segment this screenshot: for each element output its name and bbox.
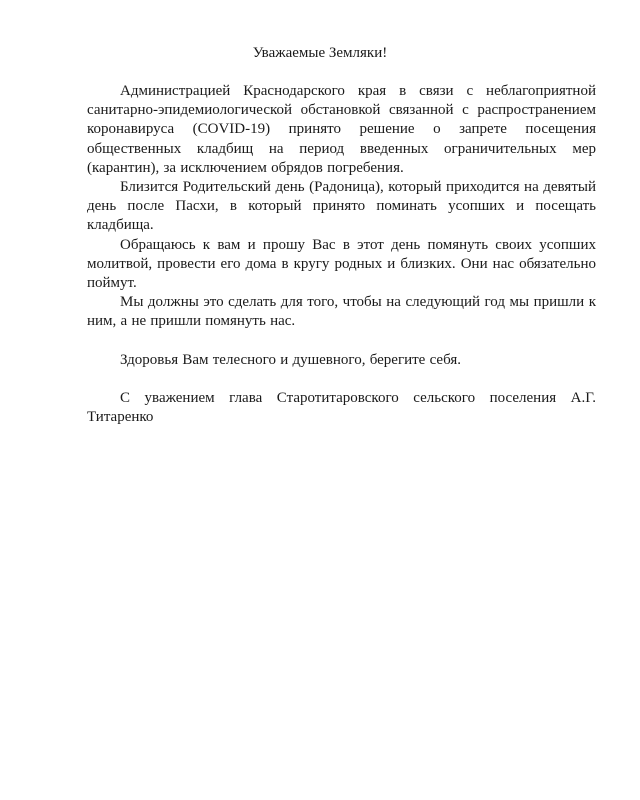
signature: С уважением глава Старотитаровского сельского поселения А.Г. Титаренко <box>87 389 596 426</box>
spacer <box>87 332 596 351</box>
spacer <box>87 370 596 389</box>
paragraph-reason: Мы должны это сделать для того, чтобы на следующий год мы пришли к ним, а не пришли помянуть нас. <box>87 294 596 330</box>
paragraph-quarantine-notice: Администрацией Краснодарского края в связи с неблагоприятной санитарно-эпидемиологической обстановкой связанной с распространением коронавируса (COVID-19) принято решение о запрете посещения общественных кладбищ на период введенных ограничительных мер (карантин), за исключением обрядов погребения. <box>87 83 596 176</box>
paragraph-radonitsa: Близится Родительский день (Радоница), который приходится на девятый день после Пасхи, в который принято поминать усопших и посещать кладбища. <box>87 179 596 234</box>
paragraph-appeal: Обращаюсь к вам и прошу Вас в этот день помянуть своих усопших молитвой, провести его дома в кругу родных и близких. Они нас обязательно поймут. <box>87 236 596 292</box>
document-title: Уважаемые Земляки! <box>252 45 388 61</box>
paragraph-wish: Здоровья Вам телесного и душевного, берегите себя. <box>120 351 461 368</box>
document-body <box>87 82 596 427</box>
